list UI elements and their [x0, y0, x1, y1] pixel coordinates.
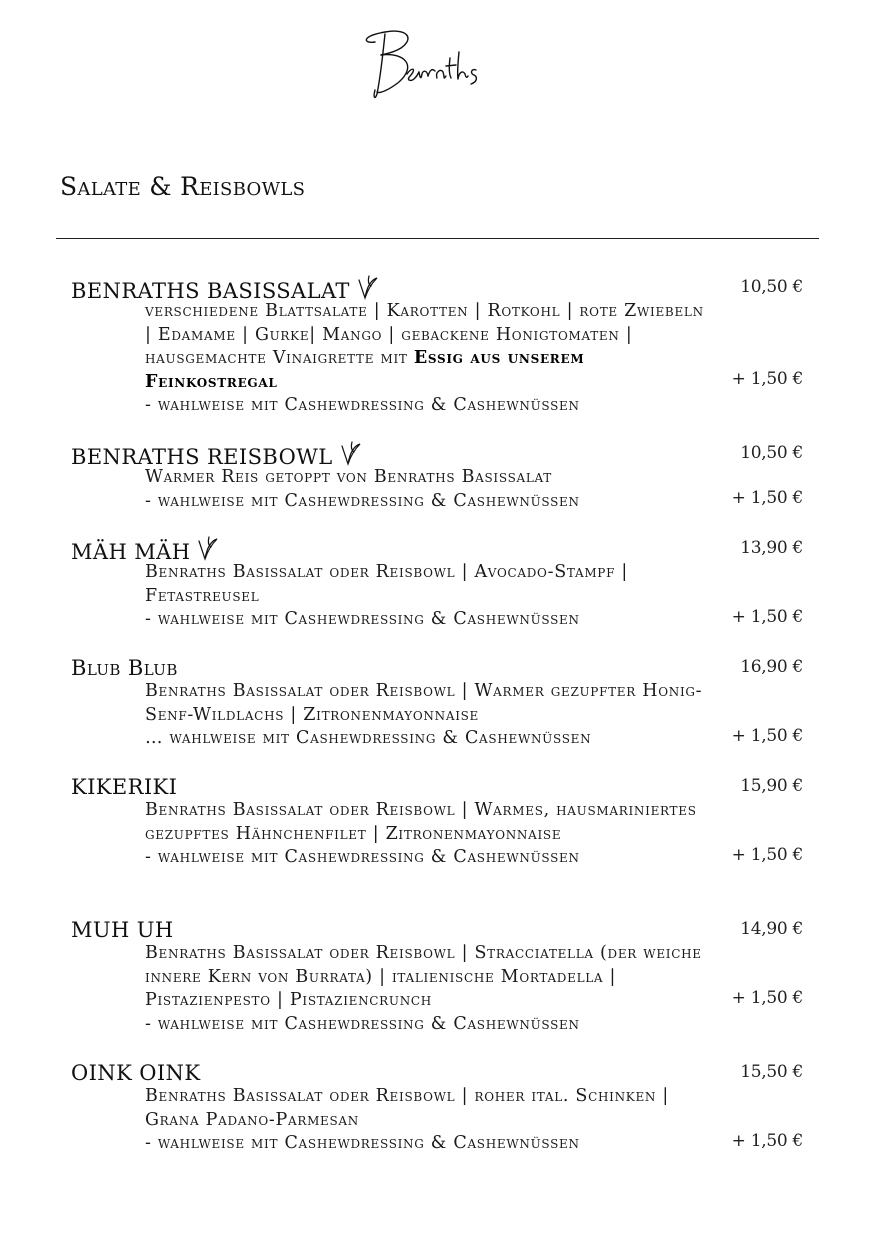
item-description	[145, 942, 705, 1036]
item-price: 10,50 €	[740, 277, 803, 297]
benraths-logo	[355, 22, 515, 104]
item-description-text: Benraths Basissalat oder Reisbowl | Avocado-Stampf | Fetastreusel	[145, 562, 628, 606]
item-surcharge: + 1,50 €	[731, 369, 803, 389]
item-option: - wahlweise mit Cashewdressing & Cashewnüssen	[145, 847, 580, 867]
item-description	[145, 561, 705, 632]
item-description-text: Benraths Basissalat oder Reisbowl | Warmer gezupfter Honig-Senf-Wildlachs | Zitronenmayonnaise	[145, 681, 703, 725]
item-description-text: Warmer Reis getoppt von Benraths Basissalat	[145, 467, 552, 487]
item-surcharge: + 1,50 €	[731, 1131, 803, 1151]
item-description-text: Benraths Basissalat oder Reisbowl | roher ital. Schinken | Grana Padano-Parmesan	[145, 1086, 669, 1130]
item-price: 15,90 €	[740, 776, 803, 796]
item-description	[145, 799, 705, 870]
item-name-row	[71, 916, 174, 944]
item-name: BENRATHS REISBOWL	[71, 445, 333, 469]
vegan-leaf-icon	[197, 535, 219, 561]
item-option: - wahlweise mit Cashewdressing & Cashewnüssen	[145, 490, 580, 511]
item-description	[145, 680, 705, 751]
item-price: 14,90 €	[740, 919, 803, 939]
item-price: 10,50 €	[740, 443, 803, 463]
item-option: - wahlweise mit Cashewdressing & Cashewnüssen	[145, 395, 580, 415]
item-option: - wahlweise mit Cashewdressing & Cashewnüssen	[145, 1013, 580, 1034]
item-name: Blub Blub	[71, 656, 178, 680]
benraths-logo-script	[355, 22, 515, 104]
item-name: KIKERIKI	[71, 775, 178, 799]
item-price: 16,90 €	[740, 657, 803, 677]
item-name: MÄH MÄH	[71, 540, 191, 564]
item-description-text: Benraths Basissalat oder Reisbowl | Warmes, hausmariniertes gezupftes Hähnchenfilet | Zitronenmayonnaise	[145, 800, 697, 844]
item-surcharge: + 1,50 €	[731, 607, 803, 627]
item-description-highlight: Essig aus unserem Feinkostregal	[145, 348, 585, 392]
item-name-row	[71, 654, 178, 682]
item-name-row	[71, 1059, 200, 1087]
item-description	[145, 300, 705, 418]
item-surcharge: + 1,50 €	[731, 726, 803, 746]
item-description	[145, 1085, 705, 1156]
item-surcharge: + 1,50 €	[731, 488, 803, 508]
item-name: MUH UH	[71, 918, 174, 942]
vegan-leaf-icon	[357, 274, 379, 300]
vegan-leaf-icon	[340, 440, 362, 466]
item-price: 15,50 €	[740, 1062, 803, 1082]
item-name: OINK OINK	[71, 1061, 201, 1085]
item-option: … wahlweise mit Cashewdressing & Cashewnüssen	[145, 728, 592, 748]
item-surcharge: + 1,50 €	[731, 988, 803, 1008]
item-name-row	[71, 773, 177, 801]
item-name: BENRATHS BASISSALAT	[71, 279, 350, 303]
item-surcharge: + 1,50 €	[731, 845, 803, 865]
item-option: - wahlweise mit Cashewdressing & Cashewnüssen	[145, 609, 580, 629]
item-description-text: verschiedene Blattsalate | Karotten | Rotkohl | rote Zwiebeln | Edamame | Gurke| Mango | gebackene Honigtomaten | hausgemachte Vinaigrette mit	[145, 301, 704, 368]
section-title: Salate & Reisbowls	[60, 172, 306, 201]
section-divider	[56, 238, 819, 239]
item-description-text: Benraths Basissalat oder Reisbowl | Stracciatella (der weiche innere Kern von Burrata) | italienische Mortadella | Pistazienpesto | Pistaziencrunch	[145, 943, 702, 1010]
item-description	[145, 466, 705, 513]
item-option: - wahlweise mit Cashewdressing & Cashewnüssen	[145, 1133, 580, 1153]
item-price: 13,90 €	[740, 538, 803, 558]
